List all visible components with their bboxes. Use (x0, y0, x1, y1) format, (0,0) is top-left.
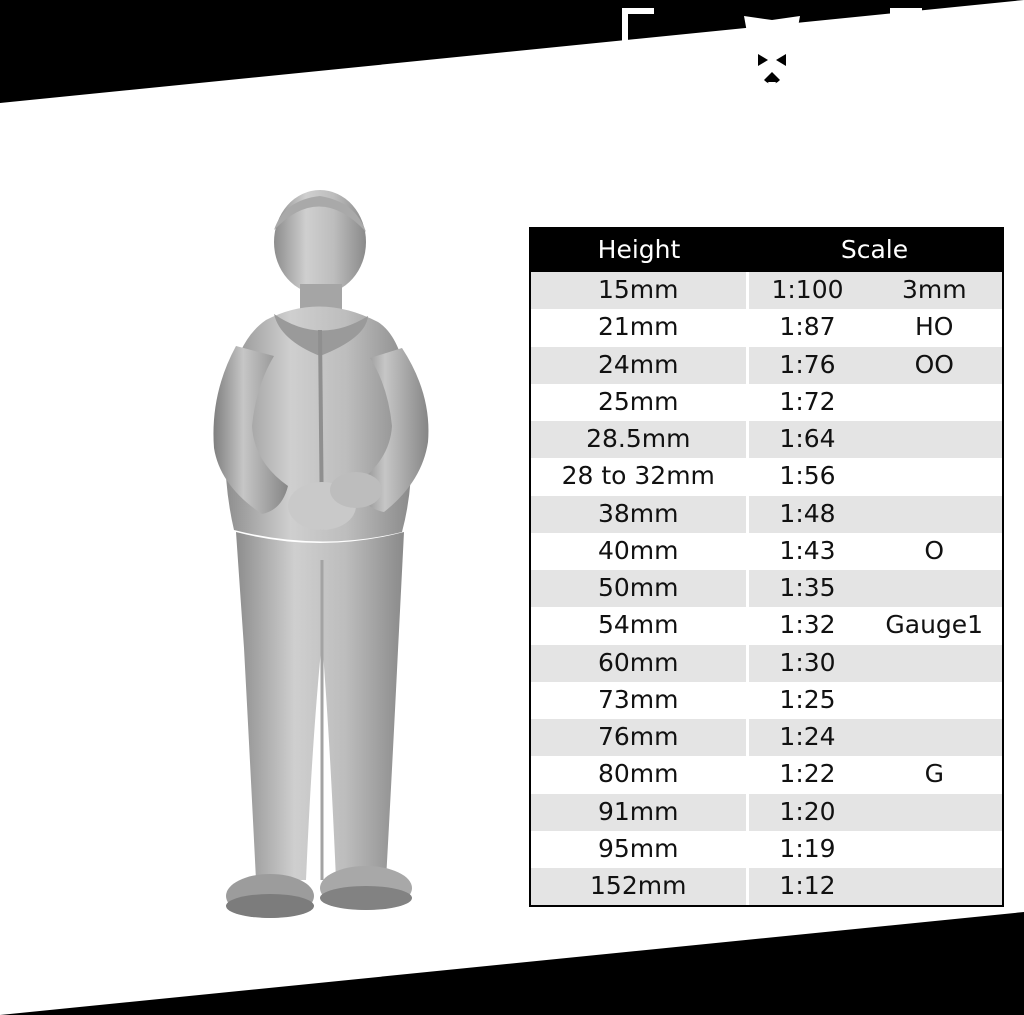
cell-scale-ratio: 1:24 (779, 722, 836, 751)
cell-scale (747, 309, 1002, 346)
cell-scale-ratio: 1:76 (779, 349, 836, 379)
table-row (531, 719, 1002, 756)
cell-height: 73mm (531, 682, 747, 719)
table-row (531, 607, 1002, 644)
cell-height: 152mm (531, 868, 747, 905)
table-row (531, 645, 1002, 682)
table-row (531, 682, 1002, 719)
cell-scale-ratio: 1:72 (779, 386, 836, 416)
cell-scale-ratio: 1:25 (779, 684, 836, 714)
cell-scale-name (867, 575, 1003, 601)
cell-height: 21mm (531, 309, 747, 346)
cell-scale-ratio: 1:56 (779, 461, 836, 491)
table-row (531, 496, 1002, 533)
scale-table (531, 229, 1002, 905)
cell-scale-name: G (924, 759, 944, 789)
table-row (531, 347, 1002, 384)
cell-scale (747, 384, 1002, 421)
table-head (531, 229, 1002, 272)
table-row (531, 533, 1002, 570)
table-row (531, 831, 1002, 868)
cell-scale-ratio: 1:43 (779, 535, 836, 565)
cell-scale-name (867, 389, 1003, 415)
cell-height: 80mm (531, 756, 747, 793)
cell-scale (747, 533, 1002, 570)
cell-scale (747, 794, 1002, 831)
cell-scale (747, 645, 1002, 682)
cell-scale-ratio: 1:35 (779, 573, 836, 602)
table-row (531, 421, 1002, 458)
wolf-head-icon (724, 16, 820, 102)
cell-scale-name (867, 687, 1003, 713)
table-row (531, 309, 1002, 346)
cell-height: 15mm (531, 272, 747, 309)
cell-scale-name: 3mm (901, 275, 967, 304)
cell-scale (747, 570, 1002, 607)
cell-scale (747, 347, 1002, 384)
cell-scale-ratio: 1:12 (779, 871, 836, 900)
table-row (531, 458, 1002, 495)
cell-height: 40mm (531, 533, 747, 570)
cell-scale-name: OO (914, 349, 954, 379)
cell-scale-name (867, 799, 1003, 825)
cell-scale-ratio: 1:19 (779, 833, 836, 863)
cell-scale-ratio: 1:32 (779, 610, 836, 640)
table-row (531, 868, 1002, 905)
cell-scale (747, 756, 1002, 793)
cell-height: 38mm (531, 496, 747, 533)
cell-scale-ratio: 1:22 (779, 759, 836, 789)
scale-reference-table (529, 227, 1004, 907)
cell-scale-name (867, 426, 1003, 452)
cell-scale (747, 682, 1002, 719)
cell-scale-ratio: 1:30 (779, 647, 836, 677)
cell-scale-name (867, 873, 1003, 899)
cell-scale-name: Gauge1 (885, 610, 984, 640)
table-row (531, 384, 1002, 421)
cell-height: 95mm (531, 831, 747, 868)
cell-scale-name: O (924, 535, 945, 565)
table-body (531, 272, 1002, 905)
cell-scale (747, 421, 1002, 458)
cell-scale (747, 272, 1002, 309)
table-header-row (531, 229, 1002, 272)
table-row (531, 272, 1002, 309)
figure-illustration (170, 180, 500, 940)
cell-scale-name (867, 501, 1003, 527)
cell-height: 25mm (531, 384, 747, 421)
cell-scale (747, 831, 1002, 868)
cell-scale (747, 496, 1002, 533)
column-header-height: Height (531, 229, 747, 272)
cell-height: 91mm (531, 794, 747, 831)
bracket-left-icon (622, 8, 654, 124)
brand-logo (622, 4, 922, 116)
cell-scale-ratio: 1:48 (779, 498, 836, 528)
cell-scale-ratio: 1:20 (779, 796, 836, 826)
cell-height: 50mm (531, 570, 747, 607)
cell-height: 60mm (531, 645, 747, 682)
cell-height: 28 to 32mm (531, 458, 747, 495)
bracket-right-icon (890, 8, 922, 124)
cell-scale (747, 607, 1002, 644)
column-header-scale: Scale (747, 229, 1002, 272)
cell-scale-ratio: 1:87 (779, 312, 836, 342)
cell-scale-name: HO (915, 312, 954, 342)
cell-scale-name (867, 724, 1003, 750)
brand-title: Scale Scenery and Figures (638, 134, 1016, 163)
cell-scale-name (867, 650, 1003, 676)
cell-scale-name (867, 836, 1003, 862)
cell-scale (747, 719, 1002, 756)
cell-scale-ratio: 1:100 (771, 275, 844, 304)
cell-height: 28.5mm (531, 421, 747, 458)
cell-height: 54mm (531, 607, 747, 644)
table-row (531, 756, 1002, 793)
figure-photo (170, 180, 500, 940)
cell-height: 24mm (531, 347, 747, 384)
cell-height: 76mm (531, 719, 747, 756)
table-row (531, 570, 1002, 607)
table-row (531, 794, 1002, 831)
brand-block (600, 4, 1020, 163)
cell-scale (747, 458, 1002, 495)
cell-scale-name (867, 463, 1003, 489)
cell-scale-ratio: 1:64 (779, 424, 836, 453)
cell-scale (747, 868, 1002, 905)
